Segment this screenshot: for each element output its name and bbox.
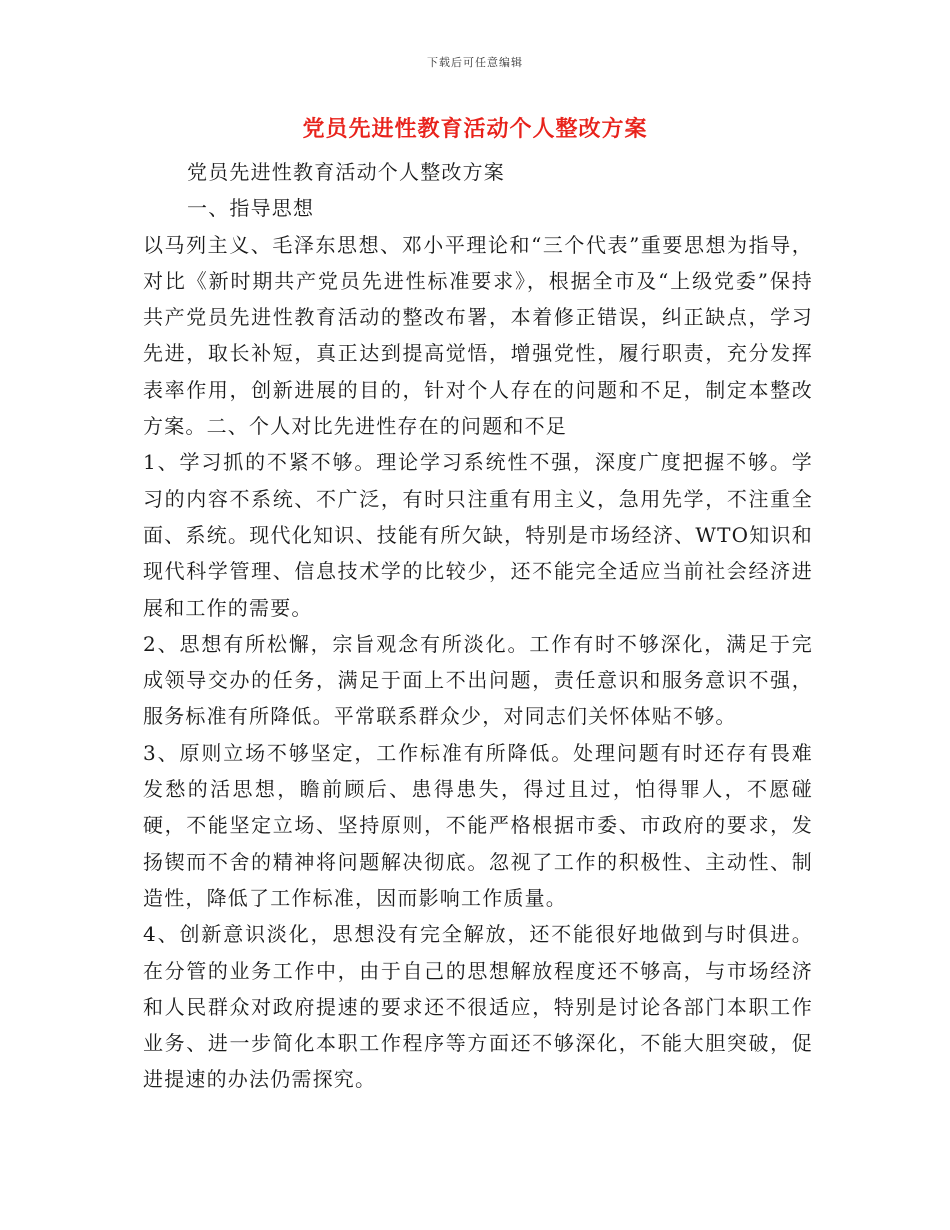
paragraph-issue-3: 3、原则立场不够坚定，工作标准有所降低。处理问题有时还存有畏难发愁的活思想，瞻前顾后、患得患失，得过且过，怕得罪人，不愿碰硬，不能坚定立场、坚持原则，不能严格根据市委、市政府的要求，发扬锲而不舍的精神将问题解决彻底。忽视了工作的积极性、主动性、制造性，降低了工作标准，因而影响工作质量。	[143, 740, 813, 910]
document-body	[143, 154, 813, 1098]
paragraph-heading-guiding-thought: 一、指导思想	[187, 196, 315, 221]
paragraph-issue-2: 2、思想有所松懈，宗旨观念有所淡化。工作有时不够深化，满足于完成领导交办的任务，满足于面上不出问题，责任意识和服务意识不强，服务标准有所降低。平常联系群众少，对同志们关怀体贴不够。	[143, 631, 813, 729]
header-note: 下载后可任意编辑	[427, 56, 523, 69]
paragraph-issue-4: 4、创新意识淡化，思想没有完全解放，还不能很好地做到与时俱进。在分管的业务工作中，由于自己的思想解放程度还不够高，与市场经济和人民群众对政府提速的要求还不很适应，特别是讨论各部门本职工作业务、进一步简化本职工作程序等方面还不够深化，不能大胆突破，促进提速的办法仍需探究。	[143, 922, 813, 1092]
paragraph-issue-1: 1、学习抓的不紧不够。理论学习系统性不强，深度广度把握不够。学习的内容不系统、不广泛，有时只注重有用主义，急用先学，不注重全面、系统。现代化知识、技能有所欠缺，特别是市场经济、WTO知识和现代科学管理、信息技术学的比较少，还不能完全适应当前社会经济进展和工作的需要。	[143, 450, 813, 620]
paragraph-subtitle: 党员先进性教育活动个人整改方案	[187, 160, 505, 184]
document-title: 党员先进性教育活动个人整改方案	[302, 116, 648, 142]
paragraph-guiding-thought: 以马列主义、毛泽东思想、邓小平理论和“三个代表”重要思想为指导，对比《新时期共产党员先进性标准要求》，根据全市及“上级党委”保持共产党员先进性教育活动的整改布署，本着修正错误，纠正缺点，学习先进，取长补短，真正达到提高觉悟，增强党性，履行职责，充分发挥表率作用，创新进展的目的，针对个人存在的问题和不足，制定本整改方案。二、个人对比先进性存在的问题和不足	[143, 232, 813, 439]
